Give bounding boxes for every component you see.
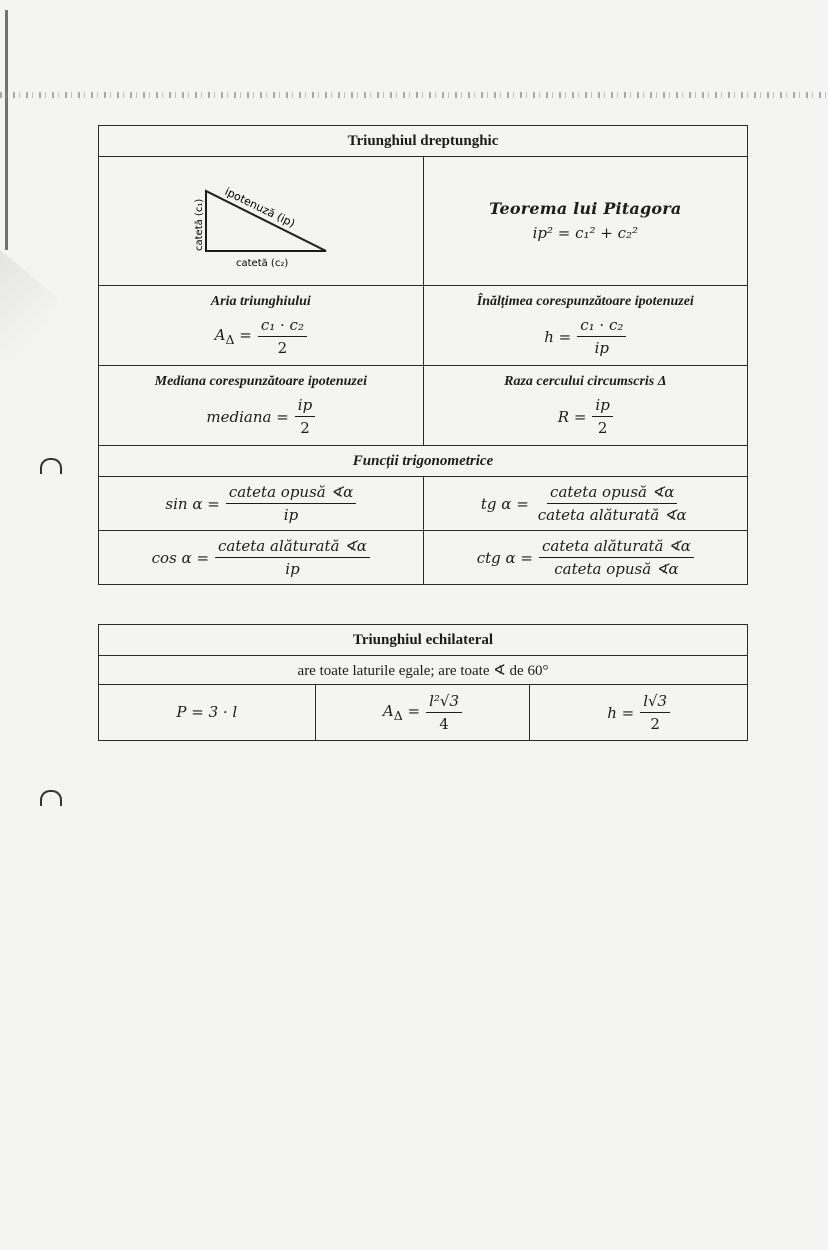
pitagora-title: Teorema lui Pitagora <box>489 199 682 218</box>
mediana-lhs: mediana = <box>206 407 289 426</box>
ctg-numerator: cateta alăturată ∢α <box>539 537 694 558</box>
area-cell: $A_\Delta$ = $\frac{\text{l²√3}}{4}$ <box>315 685 530 741</box>
scan-noise-line <box>0 92 828 98</box>
pitagora-cell <box>423 157 747 286</box>
inaltime-lhs: h = <box>544 327 572 346</box>
height-numerator: l√3 <box>640 692 670 713</box>
raza-title: Raza cercului circumscris Δ <box>504 374 667 389</box>
height-denominator: 2 <box>650 715 660 733</box>
height-lhs: h = <box>607 703 635 722</box>
pitagora-formula: ip² = c₁² + c₂² <box>532 224 639 242</box>
leg1-label: catetă (c₁) <box>193 198 205 251</box>
right-triangle-diagram <box>161 169 361 269</box>
tg-lhs: tg α = <box>480 494 529 513</box>
mediana-title: Mediana corespunzătoare ipotenuzei <box>154 374 367 389</box>
height-cell <box>530 685 748 741</box>
scan-edge-mark <box>5 10 8 250</box>
aria-title: Aria triunghiului <box>210 294 311 309</box>
area-lhs: A <box>382 702 394 720</box>
aria-lhs: A <box>214 326 226 344</box>
aria-lhs-sub: Δ <box>225 332 235 347</box>
ctg-cell <box>423 531 747 585</box>
raza-cell <box>423 366 747 446</box>
aria-denominator: 2 <box>277 339 288 357</box>
tg-numerator: cateta opusă ∢α <box>547 483 677 504</box>
table-title: Triunghiul echilateral <box>99 625 748 656</box>
tg-denominator: cateta alăturată ∢α <box>537 506 687 524</box>
mediana-numerator: ip <box>295 396 315 417</box>
inaltime-cell <box>423 286 747 366</box>
cos-cell <box>99 531 424 585</box>
mediana-cell <box>99 366 424 446</box>
cos-denominator: ip <box>285 560 300 578</box>
raza-lhs: R = <box>557 407 587 426</box>
hypotenuse-label: ipotenuză (ip) <box>222 184 297 230</box>
inaltime-denominator: ip <box>594 339 609 357</box>
sin-denominator: ip <box>283 506 299 524</box>
sin-cell <box>99 477 424 531</box>
area-lhs-sub: Δ <box>393 708 403 723</box>
table-title: Triunghiul dreptunghic <box>99 126 748 157</box>
equilateral-description: are toate laturile egale; are toate ∢ de 60° <box>99 656 748 685</box>
leg2-label: catetă (c₂) <box>235 257 289 269</box>
binder-hole-mark <box>40 458 62 474</box>
raza-denominator: 2 <box>597 419 608 437</box>
cos-numerator: cateta alăturată ∢α <box>215 537 370 558</box>
area-denominator: 4 <box>439 715 449 733</box>
perimeter-cell <box>99 685 316 741</box>
paper-fold <box>0 250 60 360</box>
area-numerator: l²√3 <box>426 692 462 713</box>
ctg-denominator: cateta opusă ∢α <box>554 560 679 578</box>
inaltime-numerator: c₁ · c₂ <box>577 316 626 337</box>
binder-hole-mark <box>40 790 62 806</box>
sin-lhs: sin α = <box>165 494 220 513</box>
inaltime-title: Înălțimea corespunzătoare ipotenuzei <box>476 294 694 309</box>
trig-title: Funcții trigonometrice <box>99 446 748 477</box>
raza-numerator: ip <box>592 396 612 417</box>
right-triangle-table <box>98 125 748 585</box>
aria-cell: Aria triunghiului $A_\Delta$ = $\frac{\text{c₁ · c₂}}{2}$ <box>99 286 424 366</box>
perimeter-formula: P = 3 · l <box>176 703 238 721</box>
ctg-lhs: ctg α = <box>476 548 533 567</box>
tg-cell <box>423 477 747 531</box>
aria-numerator: c₁ · c₂ <box>258 316 307 337</box>
cos-lhs: cos α = <box>151 548 210 567</box>
triangle-diagram-cell <box>99 157 424 286</box>
equilateral-triangle-table <box>98 624 748 741</box>
sin-numerator: cateta opusă ∢α <box>226 483 356 504</box>
mediana-denominator: 2 <box>300 419 310 437</box>
